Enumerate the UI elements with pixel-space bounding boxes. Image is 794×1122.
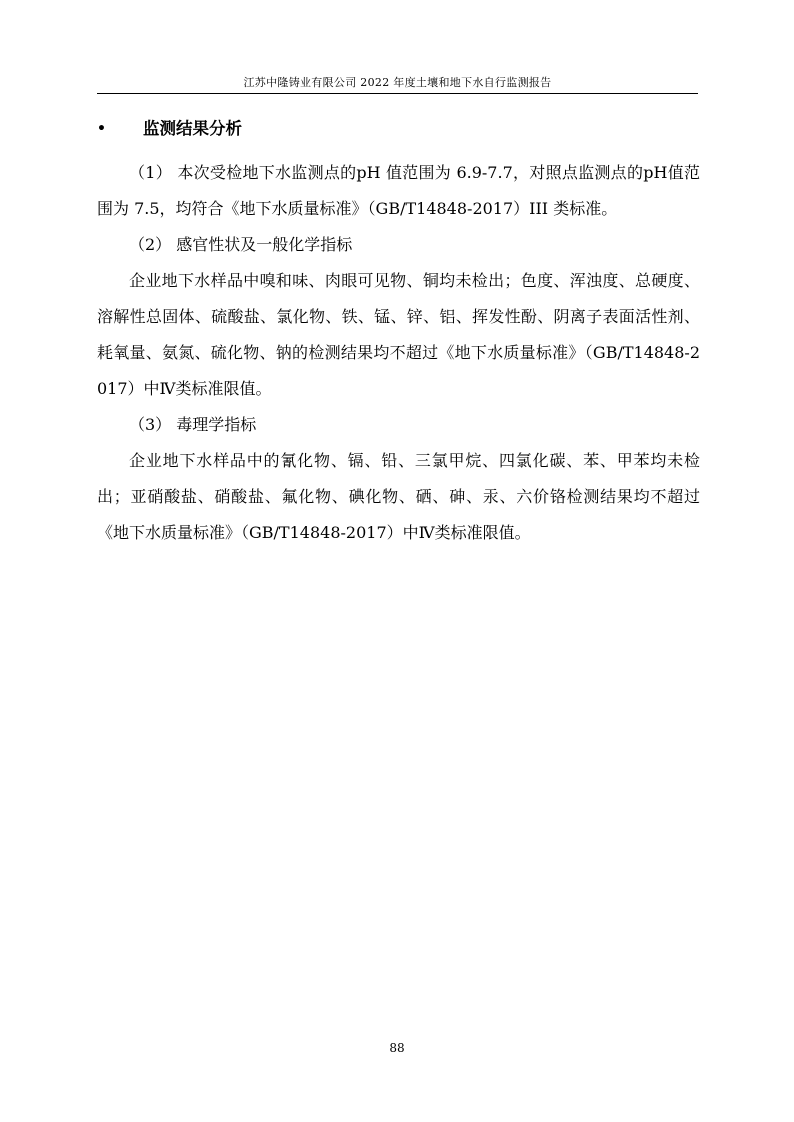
header-divider (97, 93, 698, 94)
page-body (97, 113, 700, 551)
bullet-icon: • (97, 121, 106, 137)
paragraph-sensory-result: 企业地下水样品中嗅和味、肉眼可见物、铜均未检出；色度、浑浊度、总硬度、溶解性总固体、硫酸盐、氯化物、铁、锰、锌、铝、挥发性酚、阴离子表面活性剂、耗氧量、氨氮、硫化物、钠的检测结果均不超过《地下水质量标准》（GB/T14848-2017）中Ⅳ类标准限值。 (97, 271, 700, 398)
page-number: 88 (389, 1041, 405, 1055)
paragraph-ph-result: （1） 本次受检地下水监测点的pH 值范围为 6.9-7.7，对照点监测点的pH值范围为 7.5，均符合《地下水质量标准》（GB/T14848-2017）III 类标准。 (97, 163, 700, 218)
section-title: 监测结果分析 (143, 119, 242, 138)
subheading-toxicology-indicators: （3） 毒理学指标 (129, 415, 257, 434)
paragraph-toxicology-result: 企业地下水样品中的氰化物、镉、铅、三氯甲烷、四氯化碳、苯、甲苯均未检出；亚硝酸盐、硝酸盐、氟化物、碘化物、硒、砷、汞、六价铬检测结果均不超过《地下水质量标准》（GB/T14848-2017）中Ⅳ类标准限值。 (97, 451, 700, 542)
section-heading (97, 113, 700, 145)
running-header: 江苏中隆铸业有限公司 2022 年度土壤和地下水自行监测报告 (243, 76, 552, 89)
subheading-sensory-indicators: （2） 感官性状及一般化学指标 (129, 235, 353, 254)
